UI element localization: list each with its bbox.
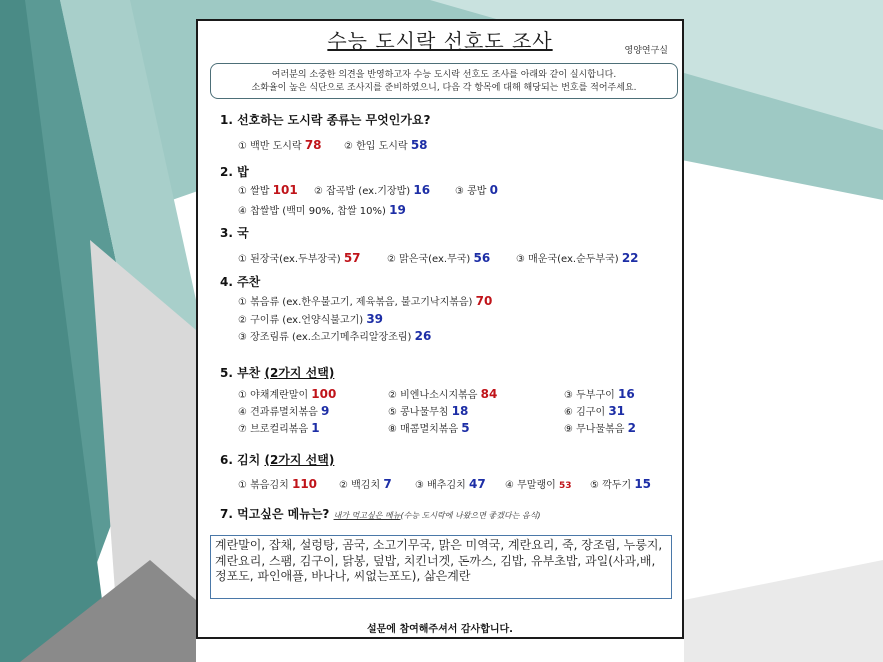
q5-option-1 xyxy=(238,386,336,401)
q5-option-3 xyxy=(564,386,635,401)
question-4-title: 4. 주찬 xyxy=(220,275,261,289)
survey-sheet xyxy=(196,19,684,639)
q5-option-7 xyxy=(238,420,320,435)
organization-label: 영양연구실 xyxy=(624,46,668,56)
option-label: ⑤ 콩나물무침 xyxy=(388,407,449,418)
option-count: 101 xyxy=(272,183,298,197)
option-count: 57 xyxy=(343,251,361,265)
option-label: ② 구이류 (ex.언양식불고기) xyxy=(238,315,364,326)
q5-option-2 xyxy=(388,386,497,401)
q5-option-8 xyxy=(388,420,470,435)
option-count: 19 xyxy=(389,203,406,217)
option-count: 16 xyxy=(617,387,635,401)
option-count: 9 xyxy=(320,404,330,418)
option-label: ① 볶음김치 xyxy=(238,480,289,491)
question-3-title: 3. 국 xyxy=(220,226,249,240)
question-6-label: 6. 김치 xyxy=(220,453,261,467)
q1-option-1 xyxy=(238,137,322,152)
option-count: 100 xyxy=(311,387,337,401)
option-label: ③ 배추김치 xyxy=(415,480,466,491)
option-count: 84 xyxy=(480,387,498,401)
option-label: ③ 매운국(ex.순두부국) xyxy=(516,254,619,265)
question-2-title: 2. 밥 xyxy=(220,165,249,179)
option-label: ② 잡곡밥 (ex.기장밥) xyxy=(314,186,411,197)
q2-option-2 xyxy=(314,182,430,197)
option-count: 56 xyxy=(473,251,491,265)
intro-line-1: 여러분의 소중한 의견을 반영하고자 수능 도시락 선호도 조사를 아래와 같이 실시합니다. xyxy=(271,70,617,80)
option-label: ② 비엔나소시지볶음 xyxy=(388,390,478,401)
q3-option-3 xyxy=(516,250,639,265)
q2-option-1 xyxy=(238,182,298,197)
q3-option-1 xyxy=(238,250,361,265)
option-count: 58 xyxy=(410,138,428,152)
option-count: 39 xyxy=(366,312,384,326)
question-7-label: 7. 먹고싶은 메뉴는? xyxy=(220,507,330,521)
option-label: ⑤ 깍두기 xyxy=(590,480,632,491)
option-label: ① 된장국(ex.두부장국) xyxy=(238,254,341,265)
question-1-title: 1. 선호하는 도시락 종류는 무엇인가요? xyxy=(220,113,431,127)
option-label: ③ 두부구이 xyxy=(564,390,615,401)
option-count: 1 xyxy=(311,421,320,435)
q5-option-4 xyxy=(238,403,329,418)
option-count: 5 xyxy=(461,421,470,435)
option-label: ③ 장조림류 (ex.소고기메추리알장조림) xyxy=(238,332,412,343)
q5-option-5 xyxy=(388,403,468,418)
q3-option-2 xyxy=(387,250,490,265)
q2-option-4 xyxy=(238,202,406,217)
q6-option-4 xyxy=(505,476,572,491)
q5-option-9 xyxy=(564,420,636,435)
option-count: 2 xyxy=(627,421,636,435)
option-label: ② 한입 도시락 xyxy=(344,141,408,152)
option-label: ⑥ 김구이 xyxy=(564,407,606,418)
q5-option-6 xyxy=(564,403,625,418)
option-label: ② 맑은국(ex.무국) xyxy=(387,254,471,265)
q6-option-2 xyxy=(339,476,392,491)
option-count: 110 xyxy=(291,477,318,491)
answer-box: 계란말이, 잡채, 설렁탕, 곰국, 소고기무국, 맑은 미역국, 계란요리, 죽, 장조림, 누룽지, 계란요리, 스팸, 김구이, 닭봉, 덮밥, 치킨너겟, 돈까스, 김밥, 유부초밥, 과일(사과,배, 정포도, 파인애플, 바나나, 씨없는포도), 삶은계란 xyxy=(210,535,672,599)
q4-option-2 xyxy=(238,311,383,326)
option-label: ⑧ 매콤멸치볶음 xyxy=(388,424,459,435)
option-label: ① 야채계란말이 xyxy=(238,390,309,401)
q2-option-3 xyxy=(455,182,498,197)
thanks-message: 설문에 참여해주셔서 감사합니다. xyxy=(366,624,513,635)
question-7-hint xyxy=(334,511,541,520)
option-count: 16 xyxy=(413,183,431,197)
question-6-subtitle: (2가지 선택) xyxy=(264,453,335,467)
q4-option-3 xyxy=(238,328,431,343)
question-7-title xyxy=(220,505,541,522)
option-count: 47 xyxy=(468,477,486,491)
option-label: ① 쌀밥 xyxy=(238,186,270,197)
option-label: ① 백반 도시락 xyxy=(238,141,302,152)
page-title: 수능 도시락 선호도 조사 xyxy=(327,29,553,53)
option-label: ④ 무말랭이 xyxy=(505,480,556,491)
q4-option-1 xyxy=(238,293,492,308)
option-label: ④ 견과류멸치볶음 xyxy=(238,407,318,418)
question-6-title xyxy=(220,451,334,468)
question-5-title xyxy=(220,364,334,381)
option-count: 70 xyxy=(475,294,493,308)
option-label: ⑦ 브로컬리볶음 xyxy=(238,424,309,435)
question-5-subtitle: (2가지 선택) xyxy=(264,366,335,380)
option-label: ① 볶음류 (ex.한우불고기, 제육볶음, 불고기낙지볶음) xyxy=(238,297,473,308)
q6-option-5 xyxy=(590,476,651,491)
option-count: 31 xyxy=(608,404,626,418)
option-label: ③ 콩밥 xyxy=(455,186,487,197)
option-count: 0 xyxy=(489,183,499,197)
option-count: 22 xyxy=(621,251,639,265)
option-label: ② 백김치 xyxy=(339,480,381,491)
intro-line-2: 소화율이 높은 식단으로 조사지를 준비하였으니, 다음 각 항목에 대해 해당되는 번호를 적어주세요. xyxy=(251,83,637,93)
q6-option-1 xyxy=(238,476,317,491)
option-count: 78 xyxy=(304,138,322,152)
option-count: 15 xyxy=(634,477,652,491)
q6-option-3 xyxy=(415,476,486,491)
intro-box xyxy=(210,63,678,99)
option-count: 7 xyxy=(383,477,392,491)
hint-rest: (수능 도시락에 나왔으면 좋겠다는 음식) xyxy=(400,511,541,520)
option-count: 53 xyxy=(558,481,572,491)
question-5-label: 5. 부찬 xyxy=(220,366,261,380)
hint-underlined: 내가 먹고싶은 메뉴 xyxy=(333,511,401,520)
option-label: ⑨ 무나물볶음 xyxy=(564,424,625,435)
option-count: 26 xyxy=(414,329,432,343)
q1-option-2 xyxy=(344,137,428,152)
option-count: 18 xyxy=(451,404,469,418)
option-label: ④ 찹쌀밥 (백미 90%, 찹쌀 10%) xyxy=(238,206,386,217)
